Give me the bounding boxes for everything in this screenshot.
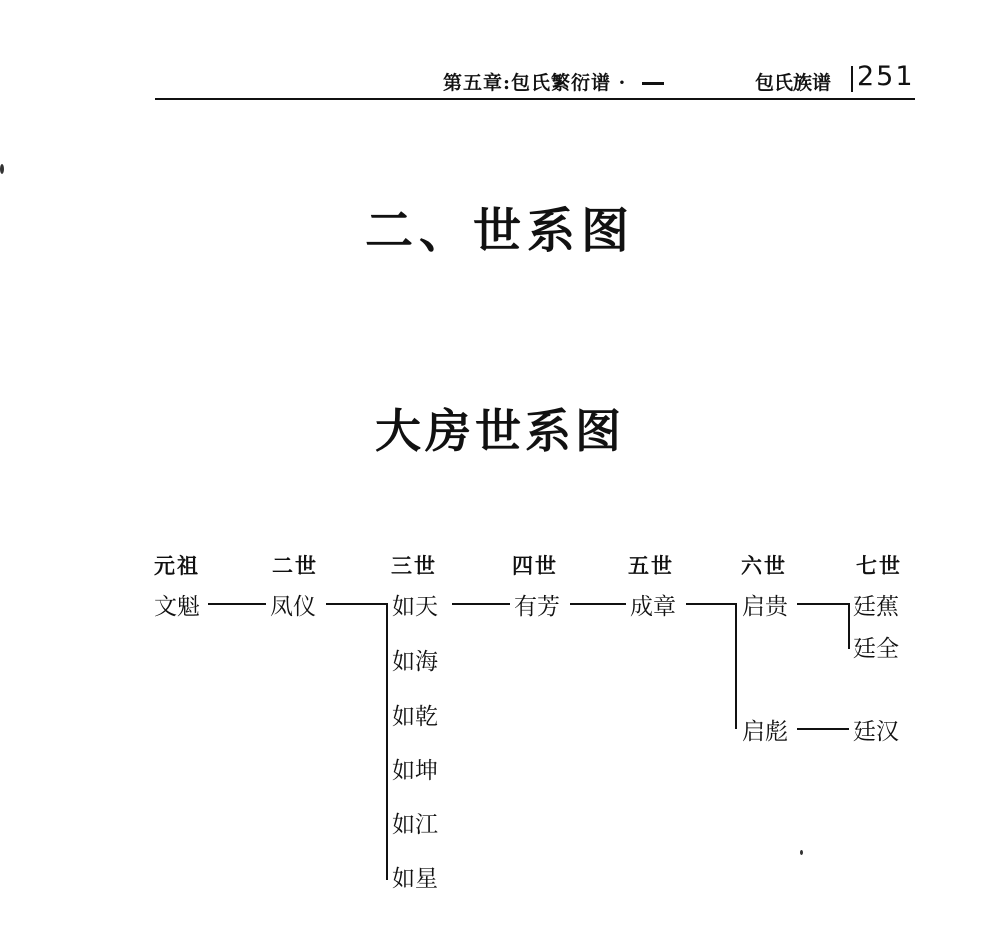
person-rutian: 如天	[392, 594, 438, 620]
connector-fengyi-rutian	[326, 603, 388, 605]
scan-mark	[0, 164, 4, 174]
chapter-title: 第五章:包氏繁衍谱 ·	[443, 72, 627, 94]
scan-speck	[800, 850, 803, 855]
connector-wenkui-fengyi	[208, 603, 266, 605]
person-ruqian: 如乾	[392, 704, 438, 730]
generation-label-2: 二世	[272, 553, 318, 578]
person-youfang: 有芳	[514, 594, 560, 620]
person-wenkui: 文魁	[154, 594, 200, 620]
page-number: 251	[857, 61, 915, 92]
connector-youfang-chengzhang	[570, 603, 626, 605]
connector-chengzhang-qigui	[686, 603, 736, 605]
person-fengyi: 凤仪	[270, 594, 316, 620]
book-title: 包氏族谱	[755, 72, 832, 94]
person-qibiao: 启彪	[742, 719, 788, 745]
generation-label-7: 七世	[856, 553, 902, 578]
connector-seventh-gen-bracket	[848, 603, 850, 649]
person-ruxing: 如星	[392, 866, 438, 892]
person-rukun: 如坤	[392, 758, 438, 784]
person-ruhai: 如海	[392, 649, 438, 675]
person-qigui: 启贵	[742, 594, 788, 620]
branch-title: 大房世系图	[375, 404, 625, 458]
section-title: 二、世系图	[364, 203, 635, 259]
person-tinghan: 廷汉	[853, 719, 899, 745]
connector-third-gen-bracket	[386, 603, 388, 880]
person-chengzhang: 成章	[630, 594, 676, 620]
generation-label-4: 四世	[512, 553, 558, 578]
generation-label-6: 六世	[741, 553, 787, 578]
generation-label-1: 元祖	[154, 553, 200, 578]
connector-sixth-gen-bracket	[735, 603, 737, 729]
generation-label-3: 三世	[391, 553, 437, 578]
person-tingjiao: 廷蕉	[853, 594, 899, 620]
connector-rutian-youfang	[452, 603, 510, 605]
connector-qibiao-tinghan	[797, 728, 849, 730]
person-tingquan: 廷全	[853, 636, 899, 662]
connector-qigui-tingjiao	[797, 603, 849, 605]
generation-label-5: 五世	[628, 553, 674, 578]
person-rujiang: 如江	[392, 812, 438, 838]
